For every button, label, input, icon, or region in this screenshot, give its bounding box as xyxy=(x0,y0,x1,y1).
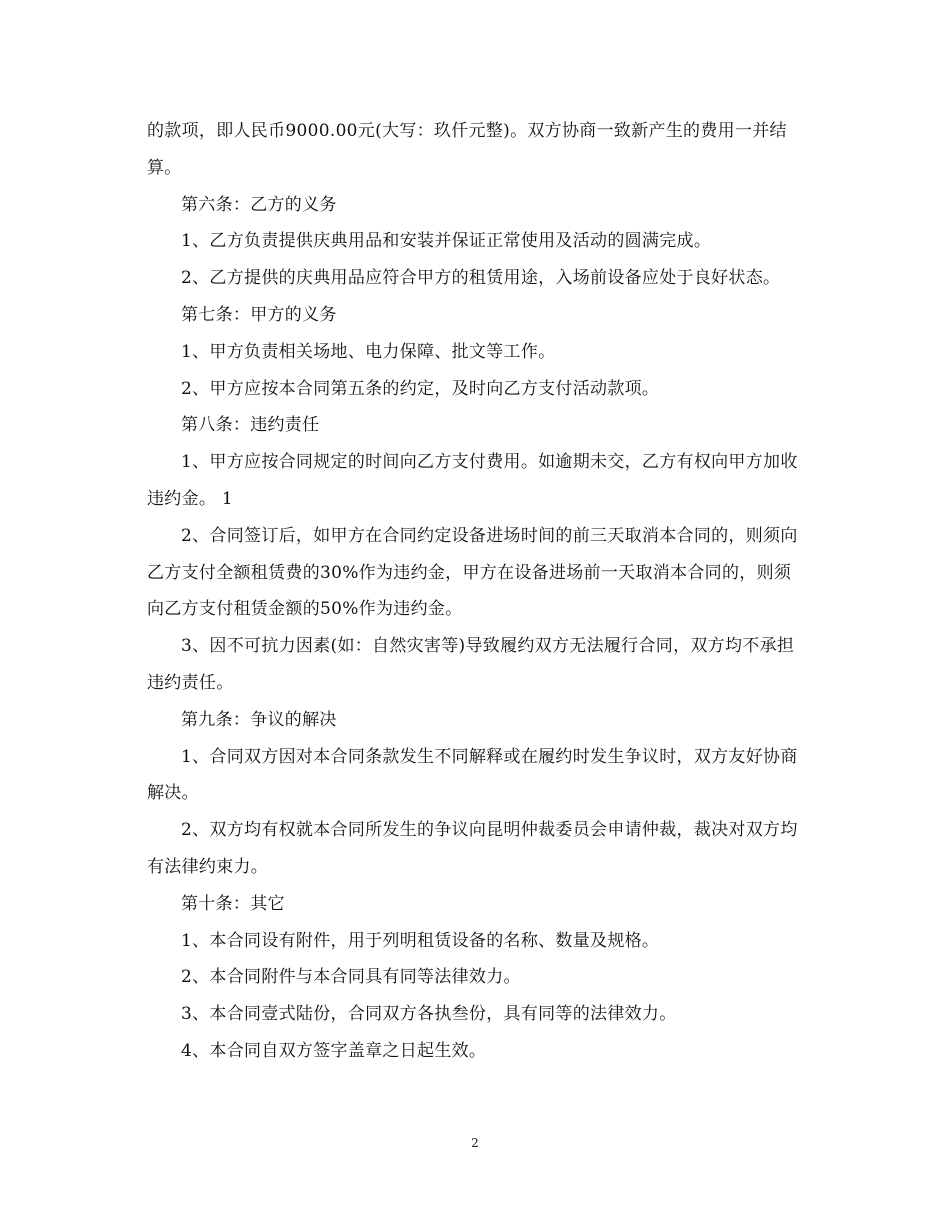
article-7-clause-1: 1、甲方负责相关场地、电力保障、批文等工作。 xyxy=(181,341,556,362)
article-9-clause-1: 1、合同双方因对本合同条款发生不同解释或在履约时发生争议时，双方友好协商解决。 xyxy=(147,746,798,804)
article-8-clause-3: 3、因不可抗力因素(如：自然灾害等)导致履约双方无法履行合同，双方均不承担违约责任。 xyxy=(147,636,795,693)
article-6-heading: 第六条：乙方的义务 xyxy=(181,194,337,215)
article-10-clause-3: 3、本合同壹式陆份，合同双方各执叁份，具有同等的法律效力。 xyxy=(181,1004,677,1025)
article-10-clause-4: 4、本合同自双方签字盖章之日起生效。 xyxy=(181,1040,487,1061)
article-9-heading: 第九条：争议的解决 xyxy=(181,709,337,730)
document-body xyxy=(147,113,807,1070)
article-8-heading: 第八条：违约责任 xyxy=(181,415,320,436)
paragraph-payment-continued: 的款项，即人民币9000.00元(大写：玖仟元整)。双方协商一致新产生的费用一并结算。 xyxy=(147,121,787,178)
article-7-clause-2: 2、甲方应按本合同第五条的约定，及时向乙方支付活动款项。 xyxy=(181,378,660,399)
article-10-clause-2: 2、本合同附件与本合同具有同等法律效力。 xyxy=(181,967,521,988)
article-8-clause-2: 2、合同签订后，如甲方在合同约定设备进场时间的前三天取消本合同的，则须向乙方支付全额租赁费的30%作为违约金，甲方在设备进场前一天取消本合同的，则须向乙方支付租赁金额的50%作为违约金。 xyxy=(147,525,798,620)
article-7-heading: 第七条：甲方的义务 xyxy=(181,304,337,325)
page-number: 2 xyxy=(471,1136,479,1150)
article-10-clause-1: 1、本合同设有附件，用于列明租赁设备的名称、数量及规格。 xyxy=(181,930,660,951)
article-9-clause-2: 2、双方均有权就本合同所发生的争议向昆明仲裁委员会申请仲裁，裁决对双方均有法律约束力。 xyxy=(147,820,798,877)
article-6-clause-2: 2、乙方提供的庆典用品应符合甲方的租赁用途，入场前设备应处于良好状态。 xyxy=(181,268,781,289)
article-10-heading: 第十条：其它 xyxy=(181,893,285,914)
article-6-clause-1: 1、乙方负责提供庆典用品和安装并保证正常使用及活动的圆满完成。 xyxy=(181,231,712,252)
article-8-clause-1: 1、甲方应按合同规定的时间向乙方支付费用。如逾期未交，乙方有权向甲方加收违约金。 1 xyxy=(147,452,798,509)
